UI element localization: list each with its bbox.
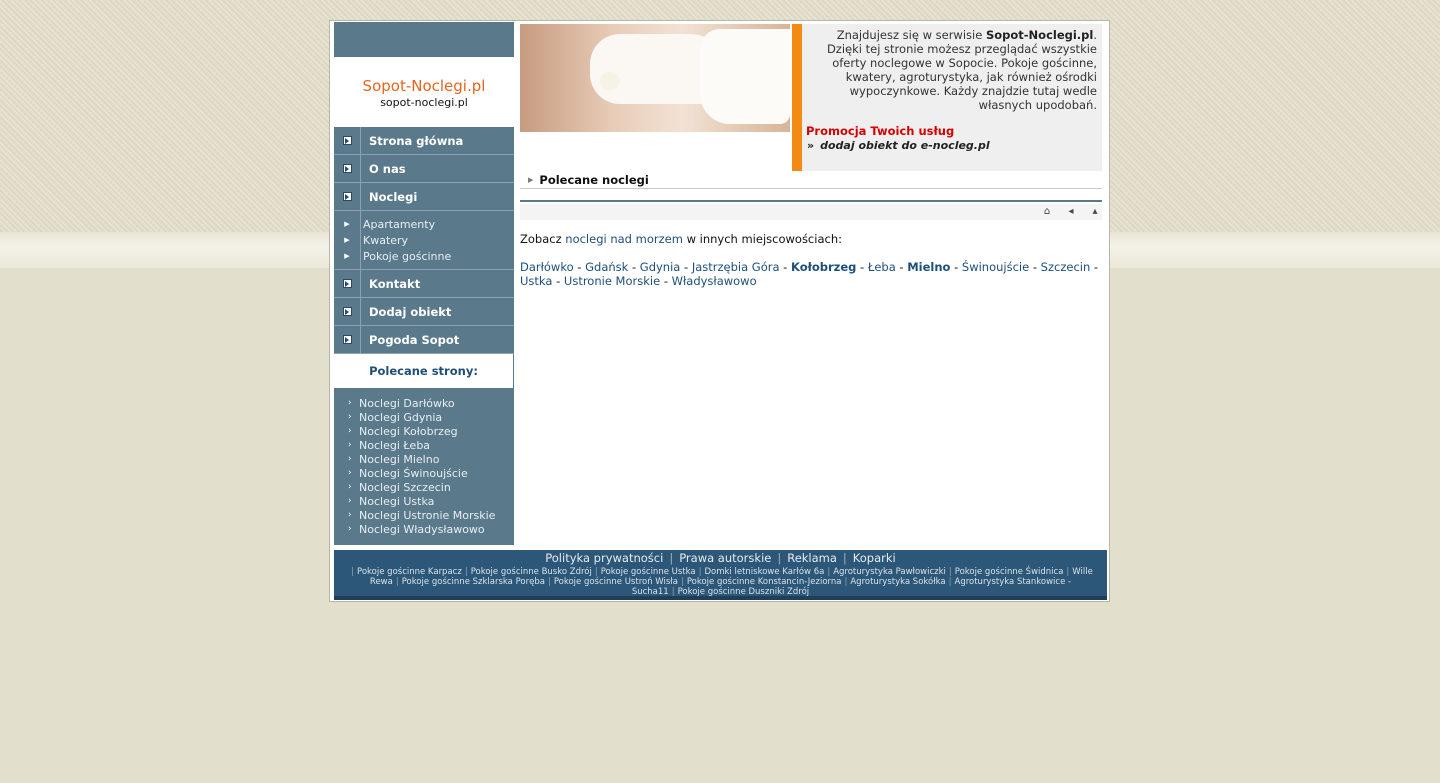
footer-partner-link[interactable]: Agroturystyka Pawłowiczki <box>833 567 946 577</box>
separator: | <box>671 587 675 597</box>
nav-item-label: Pogoda Sopot <box>369 332 460 347</box>
nav-item-contact[interactable] <box>334 270 514 298</box>
nav-item-accommodation[interactable] <box>334 183 514 211</box>
city-link[interactable]: Gdynia <box>639 260 681 274</box>
city-link[interactable]: Mielno <box>907 260 951 274</box>
separator: - <box>680 260 692 274</box>
chevron-right-icon: › <box>348 454 352 464</box>
subnav-item-apartments[interactable] <box>334 216 514 232</box>
footer <box>334 550 1107 600</box>
recommended-site-link[interactable]: › Noclegi Świnoujście <box>348 466 468 480</box>
recommended-site-link[interactable]: › Noclegi Szczecin <box>348 480 451 494</box>
recommended-site-link[interactable]: › Noclegi Ustronie Morskie <box>348 508 496 522</box>
footer-partner-link[interactable]: Pokoje gościnne Szklarska Poręba <box>401 577 545 587</box>
separator: - <box>552 274 564 288</box>
chevron-right-icon: › <box>348 524 352 534</box>
city-link[interactable]: Władysławowo <box>671 274 757 288</box>
subnav-item-guest-rooms[interactable] <box>334 248 514 264</box>
footer-partner-link[interactable]: Pokoje gościnne Konstancin-Jeziorna <box>686 577 842 587</box>
nav-item-label: Kontakt <box>369 276 421 291</box>
separator: | <box>842 551 847 565</box>
intro-box <box>792 24 1102 171</box>
triangle-right-icon: ▶ <box>528 176 534 184</box>
separator: - <box>628 260 640 274</box>
city-link[interactable]: Szczecin <box>1040 260 1091 274</box>
nav-item-weather[interactable] <box>334 326 514 354</box>
city-link[interactable]: Kołobrzeg <box>790 260 857 274</box>
arrow-box-icon <box>343 279 352 288</box>
promo-link[interactable]: » dodaj obiekt do e-nocleg.pl <box>807 139 990 152</box>
footer-partner-link[interactable]: Wille Rewa <box>369 567 1093 587</box>
nav-item-about[interactable] <box>334 155 514 183</box>
separator: | <box>351 567 355 577</box>
recommended-sites-list <box>334 388 514 545</box>
nav-item-label: Dodaj obiekt <box>369 304 452 319</box>
nav-item-label: O nas <box>369 161 406 176</box>
triangle-right-icon: ▶ <box>344 252 350 260</box>
chevron-right-icon: › <box>348 496 352 506</box>
separator: - <box>950 260 962 274</box>
back-icon[interactable]: ◂ <box>1068 206 1074 217</box>
nav-item-label: Strona główna <box>369 133 464 148</box>
arrow-box-icon <box>343 307 352 316</box>
footer-partner-link[interactable]: Pokoje gościnne Karpacz <box>357 567 462 577</box>
footer-partner-link[interactable]: Pokoje gościnne Ustroń Wisła <box>553 577 678 587</box>
nav-item-label: Noclegi <box>369 189 418 204</box>
content-body <box>520 232 1102 288</box>
separator: - <box>779 260 791 274</box>
recommended-sites-heading: Polecane strony: <box>334 354 514 388</box>
city-link[interactable]: Ustronie Morskie <box>563 274 661 288</box>
footer-link[interactable]: Koparki <box>852 551 896 565</box>
site-name: Sopot-Noclegi.pl <box>985 28 1094 42</box>
city-link[interactable]: Gdańsk <box>585 260 629 274</box>
nav-item-add-listing[interactable] <box>334 298 514 326</box>
section-divider <box>520 200 1102 202</box>
recommended-site-link[interactable]: › Noclegi Darłówko <box>348 396 455 410</box>
triangle-right-icon: ▶ <box>344 236 350 244</box>
arrow-box-icon <box>343 136 352 145</box>
footer-partner-link[interactable]: Domki letniskowe Karłów 6a <box>704 567 825 577</box>
separator: - <box>660 274 672 288</box>
separator: | <box>594 567 598 577</box>
footer-partner-link[interactable]: Pokoje gościnne Duszniki Zdrój <box>677 587 810 597</box>
subnav-item-label: Kwatery <box>363 233 409 247</box>
footer-partner-link[interactable]: Pokoje gościnne Świdnica <box>954 567 1064 577</box>
separator: - <box>856 260 868 274</box>
arrow-box-icon <box>343 164 352 173</box>
logo-title: Sopot-Noclegi.pl <box>362 77 486 95</box>
recommended-site-link[interactable]: › Noclegi Mielno <box>348 452 440 466</box>
arrow-box-icon <box>343 192 352 201</box>
recommended-site-link[interactable]: › Noclegi Ustka <box>348 494 435 508</box>
separator: | <box>948 567 952 577</box>
separator: | <box>395 577 399 587</box>
triangle-right-icon: ▶ <box>344 220 350 228</box>
city-link[interactable]: Jastrzębia Góra <box>691 260 780 274</box>
recommended-site-link[interactable]: › Noclegi Władysławowo <box>348 522 485 536</box>
separator: | <box>698 567 702 577</box>
chevron-right-icon: › <box>348 440 352 450</box>
city-link[interactable]: Świnoujście <box>961 260 1030 274</box>
promo-heading: Promocja Twoich usług <box>806 124 955 138</box>
separator: | <box>948 577 952 587</box>
separator: | <box>827 567 831 577</box>
chevron-right-icon: › <box>348 510 352 520</box>
sidebar-header-bar <box>334 22 514 57</box>
city-link[interactable]: Darłówko <box>520 260 574 274</box>
recommended-site-link[interactable]: › Noclegi Kołobrzeg <box>348 424 458 438</box>
subnav-item-label: Pokoje gościnne <box>363 249 452 263</box>
chevron-right-icon: › <box>348 426 352 436</box>
city-link[interactable]: Ustka <box>520 274 553 288</box>
footer-link[interactable]: Reklama <box>787 551 837 565</box>
footer-link[interactable]: Polityka prywatności <box>545 551 664 565</box>
separator: | <box>1066 567 1070 577</box>
banner-image-bed <box>520 24 790 132</box>
intro-text: Znajdujesz się w serwisie Sopot-Noclegi.pl. Dzięki tej stronie możesz przeglądać wszystkie oferty noclegowe w Sopocie. Pokoje gościnne, kwatery, agroturystyka, jak również ośrodki wypoczynkowe. Każdy znajdzie tutaj wedle własnych upodobań. <box>826 28 1097 112</box>
separator: - <box>573 260 586 274</box>
subnav-item-label: Apartamenty <box>363 217 436 231</box>
section-heading: ▶ Polecane noclegi <box>520 172 1102 189</box>
see-also-text: Zobacz noclegi nad morzem w innych miejscowościach: <box>520 232 842 246</box>
subnav-item-rooms[interactable] <box>334 232 514 248</box>
separator: - <box>895 260 908 274</box>
footer-partner-link[interactable]: Agroturystyka Stankowice - Sucha11 <box>631 577 1072 597</box>
chevron-right-icon: › <box>348 412 352 422</box>
home-icon[interactable]: ⌂ <box>1043 206 1051 217</box>
separator: | <box>777 551 782 565</box>
chevron-right-icon: › <box>348 482 352 492</box>
separator: | <box>547 577 551 587</box>
separator: | <box>680 577 684 587</box>
footer-partner-link[interactable]: Pokoje gościnne Ustka <box>600 567 696 577</box>
separator: | <box>464 567 468 577</box>
city-links <box>520 260 1102 288</box>
separator: - <box>1090 260 1099 274</box>
nav-item-home[interactable] <box>334 127 514 155</box>
footer-partner-link[interactable]: Pokoje gościnne Busko Zdrój <box>470 567 592 577</box>
separator: | <box>844 577 848 587</box>
chevron-right-icon: › <box>348 468 352 478</box>
logo[interactable] <box>334 57 514 127</box>
logo-subtitle: sopot-noclegi.pl <box>380 96 468 109</box>
recommended-site-link[interactable]: › Noclegi Łeba <box>348 438 431 452</box>
footer-partner-link[interactable]: Agroturystyka Sokółka <box>850 577 946 587</box>
footer-links <box>334 550 1107 565</box>
separator: - <box>1029 260 1041 274</box>
subnav-accommodation <box>334 211 514 270</box>
footer-partner-links <box>334 565 1107 597</box>
up-icon[interactable]: ▴ <box>1092 206 1098 217</box>
footer-link[interactable]: Prawa autorskie <box>679 551 772 565</box>
seaside-link[interactable]: noclegi nad morzem <box>565 232 683 246</box>
separator: | <box>669 551 674 565</box>
arrow-box-icon <box>343 335 352 344</box>
city-link[interactable]: Łeba <box>867 260 896 274</box>
page-toolbar <box>520 204 1102 220</box>
recommended-site-link[interactable]: › Noclegi Gdynia <box>348 410 443 424</box>
sidebar <box>334 22 514 545</box>
page-frame <box>329 20 1110 602</box>
double-chevron-icon: » <box>807 139 815 152</box>
chevron-right-icon: › <box>348 398 352 408</box>
